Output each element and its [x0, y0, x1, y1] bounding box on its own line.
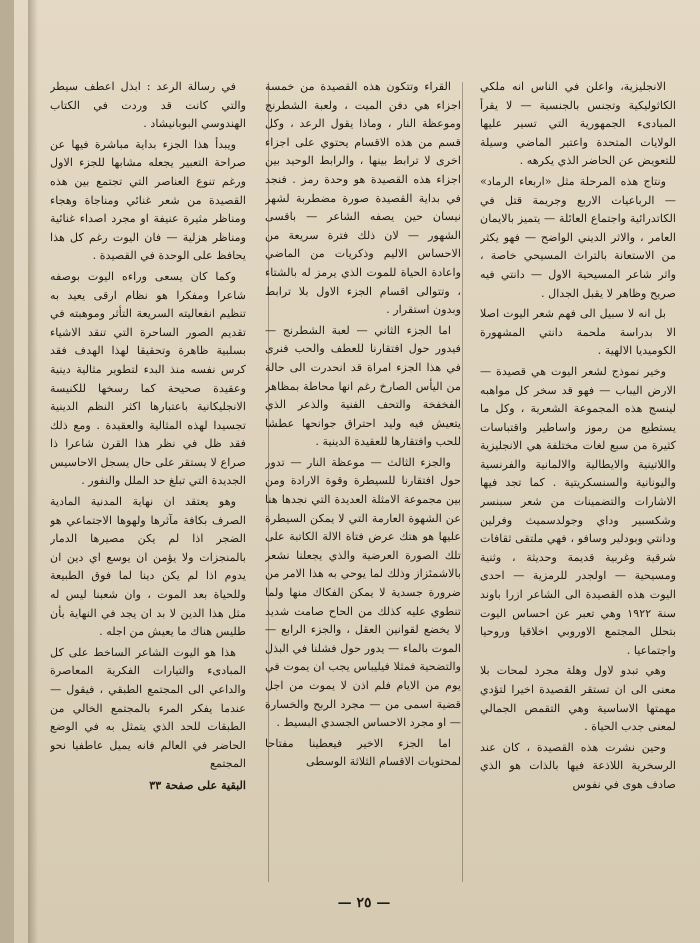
paragraph: ويبدأ هذا الجزء بداية مباشرة فيها عن صراحة التعبير يجعله مشابها للجزء الاول ورغم تنوع العناصر التي تجتمع بين هذه القصيدة من شعر غنائي ومناجاة وهجاء ومناظر مثيرة عنيفة او مجرد اصداء غنائية ومناظر هزلية — فان اليوت رغم كل هذا يحافظ على الوحدة في القصيدة .	[50, 137, 246, 263]
paragraph: وهي تبدو لاول وهلة مجرد لمحات بلا معنى الى ان تستقر القصيدة اخيرا لتؤدي مهمتها الاساسية وهي التقمص الجمالي لمعنى جدب الحياة .	[480, 664, 676, 734]
page-number: — ٢٥ —	[337, 895, 391, 911]
paragraph: وكما كان يسعى وراءه اليوت بوصفه شاعرا ومفكرا هو نظام ارقى يعيد به تنظيم انفعاليته السريعة التأثر وموهبته في تقديم الصور الساحرة التي تنقد الاشياء بسلبية ظاهرة وتحقيقا لهذا الهدف فقد كرس نفسه منذ البدء لتطوير مثالية دينية وعقيدة صحيحة كما رسخها للكنيسة الانجليكانية باعتبارها اكثر النظم الدينية تجسيدا لهذه المثالية والعقيدة . ومع ذلك فقد ظل في نظر هذا القرن شاعرا ذا صراع لا يستقر على حال يسجل الاحاسيس الجديدة التي تبلغ حد الملل والنفور .	[50, 269, 246, 488]
column-left	[50, 78, 246, 893]
paragraph: الانجليزية، واعلن في الناس انه ملكي الكاثوليكية وتجنس بالجنسية — لا يقرأ المبادىء الجمهورية التي تسير عليها الولايات المتحدة واعتبر الماضي وسيلة للتعويض عن الحاضر الذي يكرهه .	[480, 80, 676, 168]
article-columns	[50, 78, 676, 893]
paragraph: في رسالة الرعد : ابذل اعطف سيطر والتي كانت قد وردت في الكتاب الهندوسي البوبانيشاد .	[50, 80, 246, 131]
paragraph: اما الجزء الاخير فيعطينا مفتاحا لمحتويات الاقسام الثلاثة الوسطى	[265, 736, 461, 769]
paragraph: القراء وتتكون هذه القصيدة من خمسة اجزاء هي دفن الميت ، ولعبة الشطرنج وموعظة النار ، وماذا يقول الرعد ، وكل قسم من هذه الاقسام يحتوي على اجزاء اخرى لا ترابط بينها ، والرابط الوحيد بين اجزاء هذه القصيدة هو وحدة رمز . فنجد في بداية القصيدة صورة مضطربة لشهر نيسان حين يصفه الشاعر — باقسى الشهور — لان ذلك فترة سريعة من الاحساس الاليم وذكريات من الماضي واعادة الحياة للموت الذي يرمز له بالشتاء ، وتتوالى اقسام الجزء الاول بلا ترابط وبدون استقرار .	[265, 80, 461, 317]
paragraph: وخير نموذج لشعر اليوت هي قصيدة — الارض اليباب — فهو قد سخر كل مواهبه لينسج هذه المجموعة الشعرية ، وكل ما يستطيع من رموز واساطير واقتباسات كثيرة من سبع لغات مختلفة هي الانجليزية واللاتينية والايطالية والالمانية والفرنسية واليونانية والسنسكريتية . كما تجد فيها الاشارات والتضمينات من شعر سبنسر وشكسبير وداي وجولدسميث وفرلين ودانتي وبودلير وسافو ، فهي ملتقى ثقافات شرقية وغربية قديمة وحديثة ، وثنية ومسيحية — اولجدر للرمزية — احدى اليوت هذه القصيدة الى الشاعر ازرا باوند سنة ١٩٢٢ وهي تعبر عن احساس اليوت بتحلل المجتمع الاوروبي اخلاقيا وروحيا واجتماعيا .	[480, 364, 676, 657]
paragraph: بل انه لا سبيل الى فهم شعر اليوت اصلا الا بدراسة ملحمة دانتي المشهورة الكوميديا الالهية .	[480, 307, 676, 358]
column-middle	[265, 78, 461, 893]
continued-on-page-note: البقية على صفحة ٣٣	[149, 777, 246, 792]
binding-shadow	[28, 0, 38, 943]
paragraph: اما الجزء الثاني — لعبة الشطرنج — فيدور حول افتقارنا للعطف والحب فنرى في هذا الجزء امراة قد انحدرت الى حالة من اليأس الصارخ رغم انها محاطة بمظاهر الفخفخة والتحف الفنية والذعر الذي يتعيش فيه وليد احتراق جوانحها عطشا للحب وافتقارها للعقيدة الدينية .	[265, 323, 461, 449]
paragraph: والجزء الثالث — موعظة النار — تدور حول افتقارنا للسيطرة وقوة الارادة ومن بين مجموعة الامثلة العديدة التي نجدها هنا عن الشهوة العارمة التي لا يمكن السيطرة عليها هو هتك عرض فتاة الالة الكاتبة على تلك الصورة العرضية والذي يجعلنا نشعر بالاشمئزاز وذلك لما يوحي به هذا الامر من ضرورة جسدية لا يمكن الفكاك منها ولما تنطوي عليه كذلك من الحاح صامت شديد لا يخضع لقوانين العقل ، والجزء الرابع — الموت بالماء — يدور حول فشلنا في البذل والتضحية فمثلا فيليباس يجب ان يموت في يوم من الايام فلم اذن لا يموت من اجل قضية اسمى من — مجرد الربح والخسارة — او مجرد الاحساس الجسدي البسيط .	[265, 455, 461, 730]
paragraph: هذا هو اليوت الشاعر الساخط على كل المبادىء والتيارات الفكرية المعاصرة والداعي الى المجتمع الطبقي ، فيقول — عندما يفكر المرء بالمجتمع الخالي من الطبقات للحد الذي يتمثل به في الوضع الحاضر في العالم فانه يميل عاطفيا نحو المجتمع	[50, 645, 246, 771]
column-right	[480, 78, 676, 893]
paragraph: ونتاج هذه المرحلة مثل «اربعاء الرماد» — الرباعيات الاربع وجريمة قتل في الكاتدرائية واجتماع العائلة — يتميز بالايمان العامر ، والاثر الديني الواضح — فهو يكثر من الاستعانة بالتراث المسيحي خاصة ، واثر شاعر المسيحية الاول — دانتي فيه صريح وظاهر لا يقبل الجدال .	[480, 174, 676, 300]
paragraph: وهو يعتقد ان نهاية المدنية المادية الصرف بكافة مآثرها ولهوها الاجتماعي هو الضجر اذا لم يكن مصيرها الدمار بالمنجزات ولا يؤمن ان يوسع اي دين ان يدوم اذا لم يكن دينا لما فوق الطبيعة وللحياة بعد الموت ، وان شعبنا ليس له مثل هذا الدين لا بد ان يجد في النهاية بأن طليس هناك ما يعيش من اجله .	[50, 495, 246, 639]
paragraph: وحين نشرت هذه القصيدة ، كان عند الرسخرية اللاذعة فيها بالذات هو الذي صادف هوى في نفوس	[480, 740, 676, 791]
